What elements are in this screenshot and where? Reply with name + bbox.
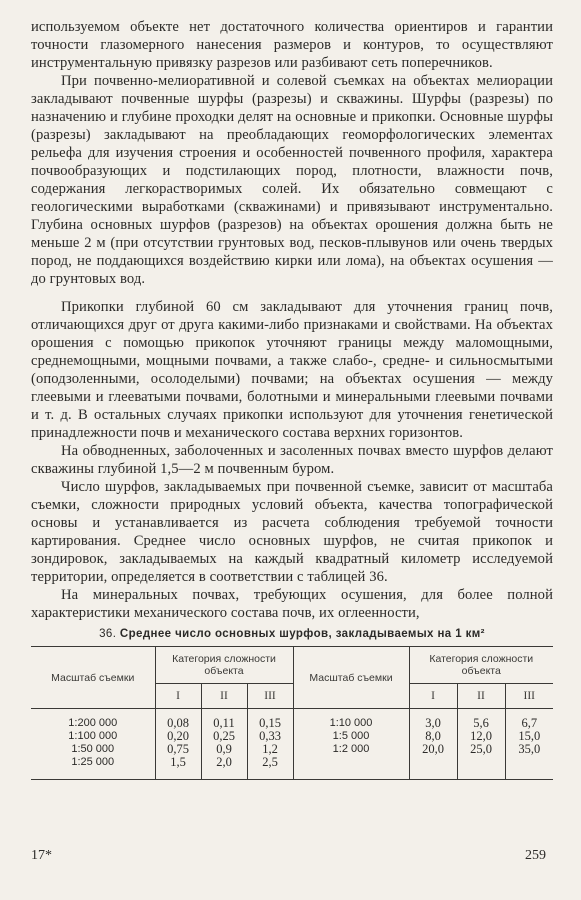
values-cat-2-left: 0,11 0,25 0,9 2,0	[201, 709, 247, 780]
scales-right: 1:10 000 1:5 000 1:2 000	[293, 709, 409, 780]
paragraph-3: Прикопки глубиной 60 см закладывают для уточнения границ почв, отличающихся друг от друга какими-либо признаками и свойствами. На объектах орошения с помощью прикопок уточняют границы между маломощными, среднемощными, мощными почвами, а также слабо-, средне- и сильносмытыми (оподзоленными, осолоделыми) почвами; на объектах осушения — между глеевыми и глееватыми почвами, болотными и минеральными глеевыми почвами и т. д. В остальных случаях прикопки используют для уточнения генетической принадлежности почв и механического состава верхних горизонтов.	[31, 299, 553, 441]
header-cat-3-left: III	[247, 684, 293, 709]
signature-mark: 17*	[31, 848, 52, 863]
values-cat-3-right: 6,7 15,0 35,0	[505, 709, 553, 780]
scales-left: 1:200 000 1:100 000 1:50 000 1:25 000	[31, 709, 155, 780]
paragraph-2: При почвенно-мелиоративной и солевой съемках на объектах мелиорации закладывают почвенные шурфы (разрезы) и скважины. Шурфы (разрезы) по назначению и глубине проходки делят на основные и прикопки. Основные шурфы (разрезы) закладывают на преобладающих геоморфологических элементах рельефа для изучения строения и особенностей почвенного профиля, характера почвообразующих и подстилающих пород, плотности, влажности почв, содержания легкорастворимых солей. Их обязательно совмещают с геологическими выработками (скважинами) и привязывают инструментально. Глубина основных шурфов (разрезов) на объектах орошения должна быть не меньше 2 м (при отсутствии грунтовых вод, песков-плывунов или очень твердых пород, не поддающихся воздействию кирки или лома), на объектах осушения — до грунтовых вод.	[31, 73, 553, 287]
shurf-table	[31, 646, 553, 780]
page-footer	[31, 848, 546, 864]
header-scale-right: Масштаб съемки	[293, 647, 409, 709]
header-cat-2-right: II	[457, 684, 505, 709]
values-cat-2-right: 5,6 12,0 25,0	[457, 709, 505, 780]
header-cat-1-left: I	[155, 684, 201, 709]
table-title: Среднее число основных шурфов, закладываемых на 1 км²	[119, 628, 485, 640]
values-cat-3-left: 0,15 0,33 1,2 2,5	[247, 709, 293, 780]
values-cat-1-right: 3,0 8,0 20,0	[409, 709, 457, 780]
paragraph-1: используемом объекте нет достаточного количества ориентиров и гарантии точности глазомерного нанесения размеров и контуров, то осуществляют инструментальную привязку разрезов или разбивают сеть поперечников.	[31, 19, 553, 71]
header-scale-left: Масштаб съемки	[31, 647, 155, 709]
header-category-left: Категория сложности объекта	[155, 647, 293, 684]
header-cat-3-right: III	[505, 684, 553, 709]
header-cat-2-left: II	[201, 684, 247, 709]
values-cat-1-left: 0,08 0,20 0,75 1,5	[155, 709, 201, 780]
table-number: 36.	[99, 628, 117, 640]
page-content	[31, 18, 553, 780]
table-caption	[31, 628, 553, 640]
paragraph-5: Число шурфов, закладываемых при почвенной съемке, зависит от масштаба съемки, сложности природных условий объекта, качества топографической основы и устанавливается из расчета соблюдения требуемой точности картирования. Среднее число основных шурфов, не считая прикопок и зондировок, закладываемых на каждый квадратный километр исследуемой территории, определяется в соответствии с таблицей 36.	[31, 479, 553, 585]
header-cat-1-right: I	[409, 684, 457, 709]
page-number: 259	[525, 848, 546, 863]
paragraph-4: На обводненных, заболоченных и засоленных почвах вместо шурфов делают скважины глубиной 1,5—2 м почвенным буром.	[31, 443, 553, 477]
paragraph-6: На минеральных почвах, требующих осушения, для более полной характеристики механического состава почв, их оглеенности,	[31, 587, 553, 621]
header-category-right: Категория сложности объекта	[409, 647, 553, 684]
